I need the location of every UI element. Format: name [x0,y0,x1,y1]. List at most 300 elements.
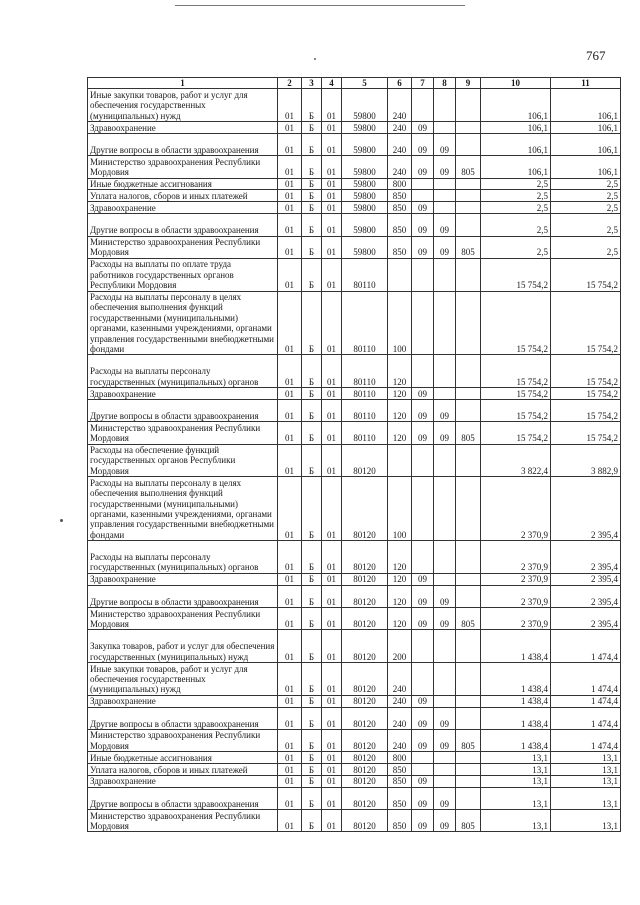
col-5-cell: 80120 [342,787,388,809]
table-row [88,190,621,202]
col-4-cell: 01 [322,291,342,355]
col-9-cell [456,190,481,202]
col-11-amount-cell: 2,5 [551,178,621,190]
col-7-cell [412,541,434,574]
col-3-cell: Б [302,630,322,663]
col-4-cell: 01 [322,190,342,202]
col-4-cell: 01 [322,400,342,422]
col-7-cell [412,178,434,190]
row-label-cell: Здравоохранение [88,122,278,134]
col-11-amount-cell: 15 754,2 [551,400,621,422]
col-6-cell: 850 [388,787,412,809]
col-9-cell [456,202,481,214]
col-6-cell: 240 [388,89,412,122]
col-4-cell: 01 [322,663,342,696]
col-8-cell [434,573,456,585]
column-header: 7 [412,78,434,89]
row-label-cell: Уплата налогов, сборов и иных платежей [88,764,278,776]
col-8-cell: 09 [434,236,456,258]
col-7-cell: 09 [412,573,434,585]
margin-dot [60,519,63,522]
col-5-cell: 80120 [342,764,388,776]
col-7-cell [412,752,434,764]
row-label-cell: Министерство здравоохранения Республики Мордовия [88,422,278,444]
col-9-cell [456,695,481,707]
col-7-cell [412,444,434,477]
col-11-amount-cell: 13,1 [551,775,621,787]
col-7-cell: 09 [412,585,434,607]
col-9-cell: 805 [456,236,481,258]
col-8-cell: 09 [434,400,456,422]
col-2-cell: 01 [278,573,302,585]
col-9-cell [456,775,481,787]
row-label-cell: Министерство здравоохранения Республики Мордовия [88,236,278,258]
table-row [88,355,621,388]
col-2-cell: 01 [278,388,302,400]
col-9-cell [456,444,481,477]
row-label-cell: Иные бюджетные ассигнования [88,752,278,764]
row-label-cell: Расходы на выплаты персоналу государственных (муниципальных) органов [88,355,278,388]
col-10-amount-cell: 15 754,2 [481,291,551,355]
col-6-cell [388,258,412,291]
col-6-cell: 800 [388,752,412,764]
col-3-cell: Б [302,122,322,134]
col-10-amount-cell: 13,1 [481,775,551,787]
col-10-amount-cell: 15 754,2 [481,355,551,388]
row-label-cell: Иные закупки товаров, работ и услуг для обеспечения государственных (муниципальных) нужд [88,663,278,696]
col-5-cell: 80120 [342,707,388,729]
col-3-cell: Б [302,775,322,787]
row-label-cell: Здравоохранение [88,695,278,707]
table-row [88,258,621,291]
col-10-amount-cell: 13,1 [481,752,551,764]
col-2-cell: 01 [278,202,302,214]
col-5-cell: 59800 [342,236,388,258]
column-header: 10 [481,78,551,89]
col-7-cell [412,291,434,355]
col-6-cell: 850 [388,236,412,258]
col-8-cell [434,477,456,541]
col-9-cell [456,214,481,236]
col-11-amount-cell: 15 754,2 [551,355,621,388]
row-label-cell: Другие вопросы в области здравоохранения [88,400,278,422]
row-label-cell: Другие вопросы в области здравоохранения [88,133,278,155]
col-4-cell: 01 [322,630,342,663]
col-4-cell: 01 [322,89,342,122]
column-header: 11 [551,78,621,89]
row-label-cell: Иные закупки товаров, работ и услуг для обеспечения государственных (муниципальных) нужд [88,89,278,122]
col-4-cell: 01 [322,133,342,155]
col-5-cell: 80120 [342,608,388,630]
col-11-amount-cell: 2,5 [551,236,621,258]
col-8-cell [434,775,456,787]
col-2-cell: 01 [278,663,302,696]
col-8-cell [434,695,456,707]
col-9-cell [456,388,481,400]
col-9-cell [456,764,481,776]
col-8-cell: 09 [434,810,456,832]
col-8-cell [434,663,456,696]
col-7-cell: 09 [412,133,434,155]
col-5-cell: 80120 [342,585,388,607]
col-9-cell: 805 [456,422,481,444]
col-3-cell: Б [302,541,322,574]
page-number: 767 [586,48,606,63]
col-3-cell: Б [302,178,322,190]
col-3-cell: Б [302,156,322,178]
row-label-cell: Другие вопросы в области здравоохранения [88,787,278,809]
col-7-cell [412,89,434,122]
col-2-cell: 01 [278,355,302,388]
table-row [88,764,621,776]
table-row [88,573,621,585]
col-8-cell [434,122,456,134]
col-3-cell: Б [302,202,322,214]
col-8-cell [434,752,456,764]
col-5-cell: 80110 [342,355,388,388]
col-4-cell: 01 [322,608,342,630]
col-2-cell: 01 [278,258,302,291]
col-7-cell [412,355,434,388]
col-9-cell [456,541,481,574]
col-10-amount-cell: 106,1 [481,122,551,134]
col-3-cell: Б [302,663,322,696]
col-9-cell [456,291,481,355]
col-5-cell: 80110 [342,422,388,444]
col-6-cell: 850 [388,764,412,776]
col-3-cell: Б [302,355,322,388]
col-4-cell: 01 [322,156,342,178]
table-row [88,729,621,751]
row-label-cell: Здравоохранение [88,202,278,214]
col-8-cell [434,444,456,477]
col-4-cell: 01 [322,388,342,400]
row-label-cell: Расходы на выплаты персоналу в целях обеспечения выполнения функций государственными (муниципальными) органами, казенными учреждениями, органами управления государственными внебюджетными фондами [88,477,278,541]
col-10-amount-cell: 3 822,4 [481,444,551,477]
col-7-cell: 09 [412,388,434,400]
col-9-cell [456,355,481,388]
col-11-amount-cell: 1 474,4 [551,663,621,696]
col-4-cell: 01 [322,258,342,291]
col-10-amount-cell: 2 370,9 [481,573,551,585]
col-4-cell: 01 [322,178,342,190]
table-row [88,707,621,729]
col-10-amount-cell: 1 438,4 [481,707,551,729]
table-row [88,477,621,541]
col-11-amount-cell: 1 474,4 [551,729,621,751]
col-6-cell: 850 [388,810,412,832]
row-label-cell: Министерство здравоохранения Республики Мордовия [88,608,278,630]
col-11-amount-cell: 106,1 [551,156,621,178]
col-11-amount-cell: 2,5 [551,202,621,214]
col-6-cell: 120 [388,541,412,574]
col-4-cell: 01 [322,695,342,707]
col-3-cell: Б [302,707,322,729]
column-header: 8 [434,78,456,89]
col-2-cell: 01 [278,291,302,355]
row-label-cell: Расходы на выплаты персоналу в целях обеспечения выполнения функций государственными (муниципальными) органами, казенными учреждениями, органами управления государственными внебюджетными фондами [88,291,278,355]
table-row [88,214,621,236]
col-11-amount-cell: 3 882,9 [551,444,621,477]
table-row [88,388,621,400]
col-11-amount-cell: 106,1 [551,89,621,122]
col-6-cell: 120 [388,573,412,585]
col-11-amount-cell: 2 395,4 [551,573,621,585]
col-9-cell: 805 [456,156,481,178]
row-label-cell: Другие вопросы в области здравоохранения [88,585,278,607]
col-4-cell: 01 [322,764,342,776]
col-2-cell: 01 [278,787,302,809]
col-8-cell: 09 [434,422,456,444]
table-row [88,202,621,214]
col-2-cell: 01 [278,178,302,190]
row-label-cell: Министерство здравоохранения Республики Мордовия [88,729,278,751]
table-row [88,422,621,444]
table-row [88,630,621,663]
col-8-cell [434,388,456,400]
col-8-cell: 09 [434,608,456,630]
col-3-cell: Б [302,89,322,122]
col-11-amount-cell: 15 754,2 [551,291,621,355]
table-row [88,236,621,258]
col-10-amount-cell: 1 438,4 [481,695,551,707]
col-3-cell: Б [302,258,322,291]
header-row [88,78,621,89]
row-label-cell: Здравоохранение [88,573,278,585]
col-5-cell: 80120 [342,630,388,663]
table-row [88,444,621,477]
col-7-cell [412,630,434,663]
col-3-cell: Б [302,729,322,751]
col-6-cell: 240 [388,133,412,155]
col-6-cell: 200 [388,630,412,663]
col-11-amount-cell: 13,1 [551,764,621,776]
col-10-amount-cell: 2,5 [481,178,551,190]
col-5-cell: 80120 [342,810,388,832]
col-3-cell: Б [302,388,322,400]
col-8-cell [434,202,456,214]
col-10-amount-cell: 1 438,4 [481,663,551,696]
col-10-amount-cell: 15 754,2 [481,388,551,400]
col-9-cell [456,585,481,607]
col-9-cell [456,400,481,422]
col-2-cell: 01 [278,608,302,630]
col-6-cell: 100 [388,477,412,541]
col-3-cell: Б [302,214,322,236]
col-8-cell [434,541,456,574]
col-11-amount-cell: 2 395,4 [551,477,621,541]
col-2-cell: 01 [278,707,302,729]
table-row [88,775,621,787]
col-7-cell: 09 [412,400,434,422]
col-10-amount-cell: 15 754,2 [481,422,551,444]
col-3-cell: Б [302,810,322,832]
col-4-cell: 01 [322,541,342,574]
col-5-cell: 80110 [342,400,388,422]
column-header: 1 [88,78,278,89]
col-10-amount-cell: 13,1 [481,787,551,809]
col-10-amount-cell: 1 438,4 [481,729,551,751]
col-6-cell: 240 [388,156,412,178]
col-9-cell: 805 [456,608,481,630]
col-7-cell: 09 [412,810,434,832]
col-11-amount-cell: 13,1 [551,787,621,809]
col-11-amount-cell: 1 474,4 [551,630,621,663]
col-3-cell: Б [302,752,322,764]
col-9-cell: 805 [456,810,481,832]
col-11-amount-cell: 106,1 [551,122,621,134]
col-4-cell: 01 [322,355,342,388]
table-row [88,178,621,190]
col-6-cell [388,444,412,477]
col-5-cell: 80110 [342,388,388,400]
col-5-cell: 80120 [342,444,388,477]
col-4-cell: 01 [322,573,342,585]
col-5-cell: 59800 [342,202,388,214]
col-7-cell: 09 [412,775,434,787]
col-8-cell: 09 [434,214,456,236]
top-scan-line [175,5,465,6]
col-2-cell: 01 [278,729,302,751]
col-4-cell: 01 [322,787,342,809]
col-5-cell: 59800 [342,133,388,155]
col-4-cell: 01 [322,214,342,236]
col-8-cell [434,764,456,776]
col-2-cell: 01 [278,190,302,202]
col-10-amount-cell: 2 370,9 [481,608,551,630]
row-label-cell: Министерство здравоохранения Республики Мордовия [88,810,278,832]
table-row [88,695,621,707]
col-7-cell: 09 [412,202,434,214]
col-2-cell: 01 [278,444,302,477]
col-8-cell: 09 [434,585,456,607]
col-7-cell: 09 [412,156,434,178]
col-6-cell: 120 [388,355,412,388]
col-6-cell: 850 [388,214,412,236]
row-label-cell: Здравоохранение [88,775,278,787]
col-11-amount-cell: 15 754,2 [551,388,621,400]
col-5-cell: 80110 [342,291,388,355]
col-7-cell [412,190,434,202]
col-5-cell: 59800 [342,190,388,202]
column-header: 5 [342,78,388,89]
col-5-cell: 80120 [342,573,388,585]
col-8-cell [434,630,456,663]
col-7-cell: 09 [412,695,434,707]
col-11-amount-cell: 106,1 [551,133,621,155]
column-header: 6 [388,78,412,89]
col-3-cell: Б [302,573,322,585]
col-11-amount-cell: 15 754,2 [551,258,621,291]
col-9-cell [456,787,481,809]
column-header: 9 [456,78,481,89]
col-11-amount-cell: 13,1 [551,752,621,764]
col-10-amount-cell: 2 370,9 [481,585,551,607]
col-3-cell: Б [302,400,322,422]
col-8-cell [434,258,456,291]
col-10-amount-cell: 106,1 [481,133,551,155]
col-11-amount-cell: 1 474,4 [551,695,621,707]
col-10-amount-cell: 2,5 [481,202,551,214]
col-6-cell: 240 [388,729,412,751]
col-7-cell: 09 [412,707,434,729]
col-5-cell: 59800 [342,156,388,178]
col-5-cell: 80120 [342,729,388,751]
col-2-cell: 01 [278,585,302,607]
col-7-cell: 09 [412,729,434,751]
col-7-cell: 09 [412,236,434,258]
col-10-amount-cell: 2 370,9 [481,477,551,541]
col-6-cell: 240 [388,663,412,696]
col-5-cell: 59800 [342,122,388,134]
col-5-cell: 59800 [342,89,388,122]
table-body [88,89,621,832]
col-7-cell: 09 [412,787,434,809]
col-10-amount-cell: 2,5 [481,190,551,202]
col-11-amount-cell: 2 395,4 [551,541,621,574]
col-2-cell: 01 [278,89,302,122]
col-5-cell: 80120 [342,541,388,574]
col-4-cell: 01 [322,752,342,764]
col-2-cell: 01 [278,133,302,155]
col-11-amount-cell: 2,5 [551,190,621,202]
col-6-cell: 850 [388,202,412,214]
table-row [88,608,621,630]
col-2-cell: 01 [278,541,302,574]
row-label-cell: Расходы на выплаты по оплате труда работников государственных органов Республики Мордовия [88,258,278,291]
row-label-cell: Другие вопросы в области здравоохранения [88,707,278,729]
col-4-cell: 01 [322,422,342,444]
table-row [88,585,621,607]
col-6-cell: 240 [388,695,412,707]
column-header: 2 [278,78,302,89]
col-9-cell [456,663,481,696]
col-3-cell: Б [302,236,322,258]
col-2-cell: 01 [278,810,302,832]
col-8-cell [434,355,456,388]
col-7-cell: 09 [412,422,434,444]
col-2-cell: 01 [278,122,302,134]
col-10-amount-cell: 2 370,9 [481,541,551,574]
col-11-amount-cell: 15 754,2 [551,422,621,444]
col-2-cell: 01 [278,214,302,236]
table-row [88,291,621,355]
col-5-cell: 59800 [342,178,388,190]
col-9-cell [456,178,481,190]
col-2-cell: 01 [278,775,302,787]
col-4-cell: 01 [322,477,342,541]
col-10-amount-cell: 106,1 [481,156,551,178]
col-5-cell: 80120 [342,752,388,764]
col-2-cell: 01 [278,752,302,764]
col-10-amount-cell: 1 438,4 [481,630,551,663]
table-row [88,133,621,155]
table-row [88,810,621,832]
table-row [88,787,621,809]
col-4-cell: 01 [322,707,342,729]
col-10-amount-cell: 15 754,2 [481,258,551,291]
col-2-cell: 01 [278,156,302,178]
col-7-cell [412,663,434,696]
row-label-cell: Уплата налогов, сборов и иных платежей [88,190,278,202]
row-label-cell: Закупка товаров, работ и услуг для обеспечения государственных (муниципальных) нужд [88,630,278,663]
col-4-cell: 01 [322,444,342,477]
col-10-amount-cell: 13,1 [481,810,551,832]
col-9-cell [456,258,481,291]
col-6-cell: 120 [388,422,412,444]
table-row [88,400,621,422]
col-9-cell [456,630,481,663]
